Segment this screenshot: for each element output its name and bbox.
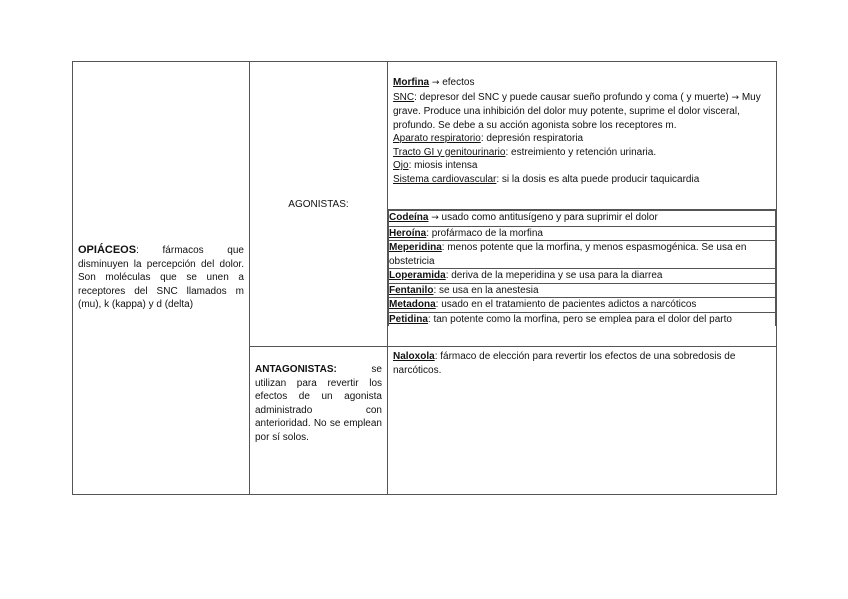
table-row: Meperidina: menos potente que la morfina, y menos espasmogénica. Se usa en obstetricia	[389, 241, 776, 269]
morfina-name: Morfina	[393, 77, 430, 88]
agonistas-cell	[250, 62, 388, 347]
morfina-block: Morfina → efectos SNC: depresor del SNC y puede causar sueño profundo y coma ( y muerte) → Muy grave. Produce una inhibición del dolor muy potente, suprime el dolor visceral, profundo. Se debe a su acción agonista sobre los receptores m. Aparato respiratorio: depresión respiratoria Tracto GI y genitourinario: estreimiento y retención urinaria. Ojo: miosis intensa Sistema cardiovascular: si la dosis es alta puede producir taquicardia	[388, 62, 776, 210]
table-row: Fentanilo: se usa en la anestesia	[389, 283, 776, 298]
resp-label: Aparato respiratorio	[393, 133, 481, 144]
ojo-label: Ojo	[393, 160, 409, 171]
table-row: Loperamida: deriva de la meperidina y se usa para la diarrea	[389, 269, 776, 284]
opiaceos-cell	[73, 62, 250, 495]
antagonistas-label: ANTAGONISTAS:	[255, 364, 337, 375]
arrow-icon: →	[431, 213, 439, 223]
table-row: Metadona: usado en el tratamiento de pacientes adictos a narcóticos	[389, 298, 776, 313]
arrow-icon: →	[731, 92, 740, 103]
drug-name: Metadona	[389, 299, 436, 310]
drug-name: Fentanilo	[389, 284, 434, 296]
drug-name: Meperidina	[389, 242, 442, 253]
table-row: Petidina: tan potente como la morfina, pero se emplea para el dolor del parto	[389, 312, 776, 326]
naloxona-name: Naloxola	[393, 351, 435, 362]
drug-name: Codeína	[389, 212, 429, 223]
table-row: Codeína → usado como antitusígeno y para suprimir el dolor	[389, 211, 776, 227]
table-row: Heroína: profármaco de la morfina	[389, 226, 776, 241]
antagonistas-description: ANTAGONISTAS: se utilizan para revertir los efectos de un agonista administrado con anterioridad. No se emplean por sí solos.	[255, 364, 382, 443]
opiaceos-title: OPIÁCEOS	[78, 244, 137, 257]
snc-label: SNC	[393, 91, 415, 103]
arrow-icon: →	[431, 78, 440, 88]
naloxona-block: Naloxola: fármaco de elección para revertir los efectos de una sobredosis de narcóticos.	[393, 351, 736, 376]
cardio-label: Sistema cardiovascular	[393, 173, 497, 185]
agonistas-content-cell	[388, 62, 777, 347]
drug-name: Petidina	[389, 313, 428, 325]
opiaceos-description: OPIÁCEOS: fármacos que disminuyen la percepción del dolor. Son moléculas que se unen a receptores del SNC llamados m (mu), k (kappa) y d (delta)	[78, 244, 244, 311]
gi-label: Tracto GI y genitourinario	[393, 146, 506, 158]
drug-name: Heroína	[389, 227, 427, 239]
antagonistas-content-cell	[388, 347, 777, 495]
opiaceos-text: fármacos que disminuyen la percepción del dolor. Son moléculas que se unen a receptores del SNC llamados m (mu), k (kappa) y d (delta)	[78, 245, 244, 311]
opioids-table	[72, 61, 777, 495]
drug-list	[388, 210, 776, 326]
drug-name: Loperamida	[389, 270, 446, 281]
agonistas-label: AGONISTAS:	[288, 198, 349, 210]
antagonistas-cell	[250, 347, 388, 495]
